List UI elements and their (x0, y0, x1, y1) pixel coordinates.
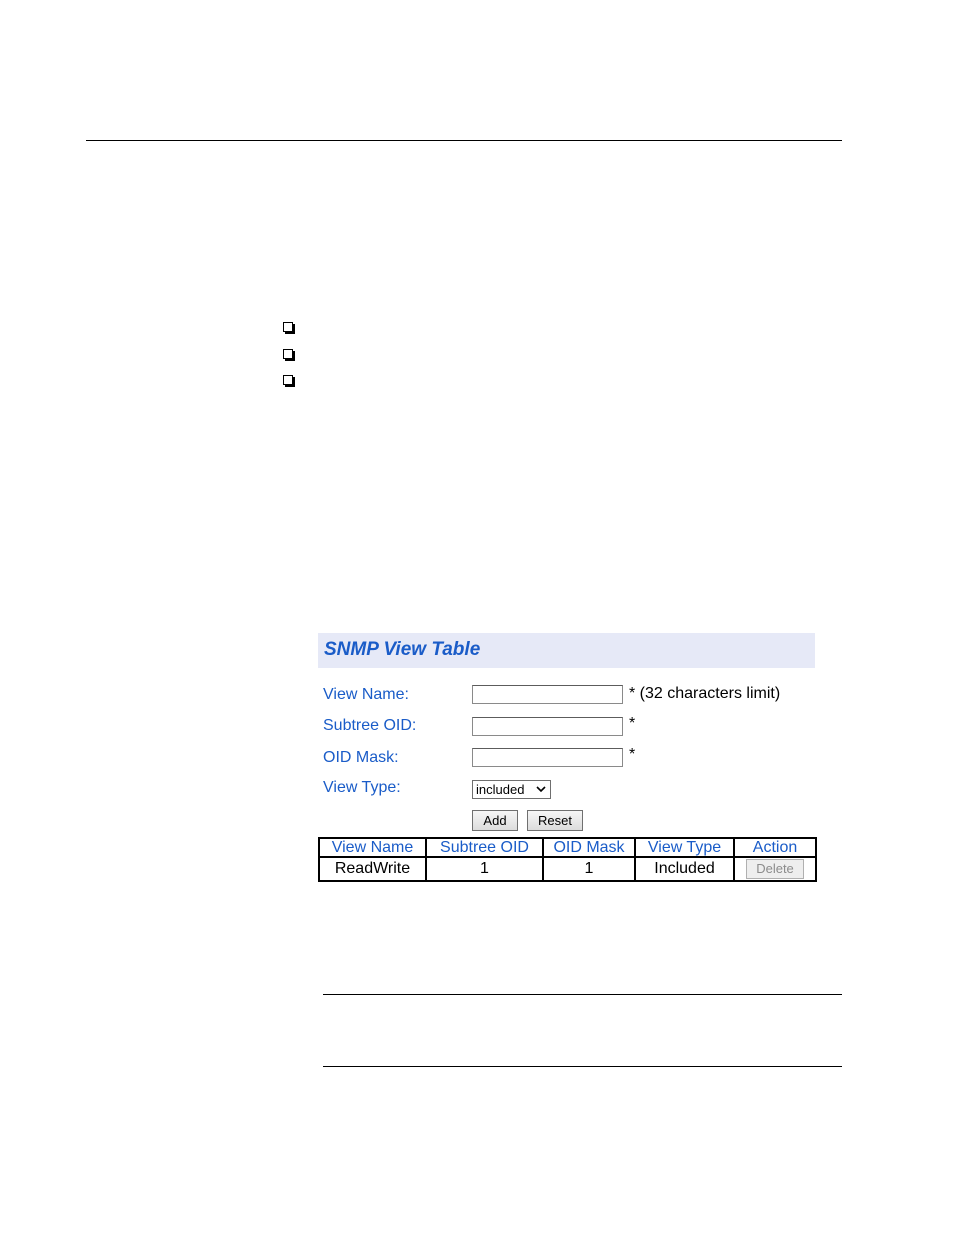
checkbox-bullet-icon (283, 349, 293, 359)
reset-button[interactable]: Reset (527, 810, 583, 831)
column-header-subtree-oid: Subtree OID (426, 838, 543, 857)
chevron-down-icon (536, 784, 546, 794)
subtree-oid-input[interactable] (472, 717, 623, 736)
checkbox-bullet-icon (283, 322, 293, 332)
view-name-input[interactable] (472, 685, 623, 704)
column-header-view-type: View Type (635, 838, 734, 857)
column-header-view-name: View Name (319, 838, 426, 857)
table-row (319, 857, 816, 881)
cell-view-type: Included (635, 857, 734, 881)
subtree-oid-label: Subtree OID: (323, 717, 417, 734)
note-bottom-rule (323, 1066, 842, 1067)
header-rule (86, 140, 842, 141)
cell-view-name: ReadWrite (319, 857, 426, 881)
oid-mask-label: OID Mask: (323, 749, 399, 766)
column-header-action: Action (734, 838, 816, 857)
panel-header (318, 633, 815, 668)
oid-mask-input[interactable] (472, 748, 623, 767)
checkbox-bullet-icon (283, 375, 293, 385)
column-header-oid-mask: OID Mask (543, 838, 635, 857)
cell-oid-mask: 1 (543, 857, 635, 881)
view-type-label: View Type: (323, 779, 401, 796)
snmp-view-table-panel (318, 633, 815, 888)
add-button[interactable]: Add (472, 810, 518, 831)
panel-title: SNMP View Table (324, 639, 481, 660)
table-header-row (319, 838, 816, 857)
view-type-select[interactable] (472, 780, 551, 799)
view-name-label: View Name: (323, 686, 409, 703)
cell-subtree-oid: 1 (426, 857, 543, 881)
view-type-selected-value: included (476, 782, 525, 797)
subtree-oid-required-note: * (629, 715, 636, 732)
snmp-view-table (318, 837, 817, 882)
cell-action (734, 857, 816, 881)
oid-mask-required-note: * (629, 746, 636, 763)
view-name-required-note: * (32 characters limit) (629, 685, 781, 702)
delete-button[interactable]: Delete (746, 859, 804, 879)
note-top-rule (323, 994, 842, 995)
